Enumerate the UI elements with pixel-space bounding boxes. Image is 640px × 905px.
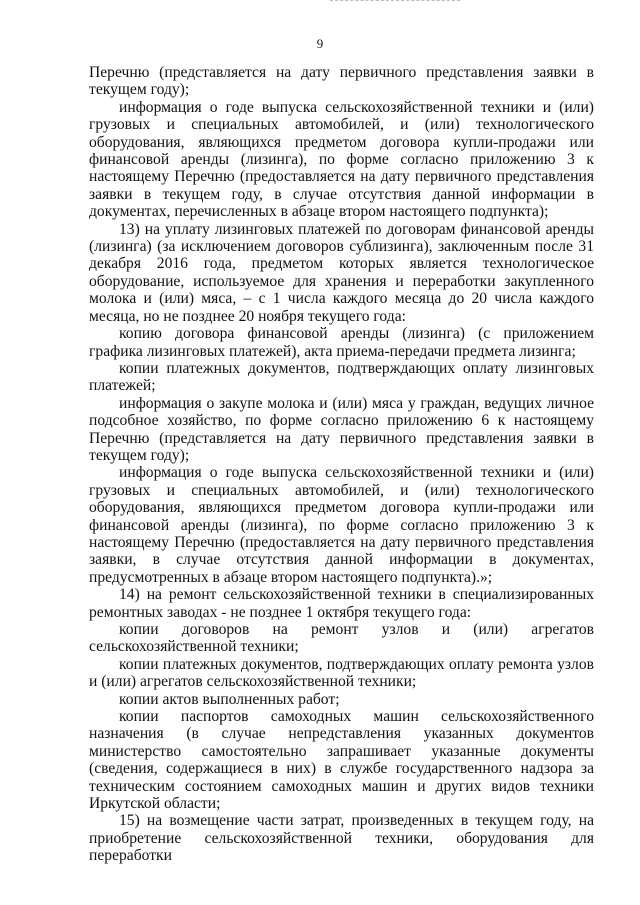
paragraph: информация о годе выпуска сельскохозяйственной техники и (или) грузовых и специальных автомобилей, и (или) технологического оборудования, являющихся предметом договора купли-продажи или финансовой аренды (лизинга), по форме согласно приложению 3 к настоящему Перечню (предоставляется на дату первичного представления заявки в текущем году, в случае отсутствия данной информации в документах, перечисленных в абзаце втором настоящего подпункта);	[89, 98, 594, 221]
paragraph: 13) на уплату лизинговых платежей по договорам финансовой аренды (лизинга) (за исключением договоров сублизинга), заключенным после 31 декабря 2016 года, предметом которых является технологическое оборудование, используемое для хранения и переработки закупленного молока и (или) мяса, – с 1 числа каждого месяца до 20 числа каждого месяца, но не позднее 20 ноября текущего года:	[89, 220, 594, 325]
paragraph: копии платежных документов, подтверждающих оплату лизинговых платежей;	[89, 359, 594, 395]
paragraph: копии договоров на ремонт узлов и (или) агрегатов сельскохозяйственной техники;	[89, 621, 594, 656]
page-number: 9	[316, 36, 324, 51]
top-edge-rule	[330, 0, 460, 3]
paragraph: копии актов выполненных работ;	[119, 690, 340, 708]
document-body	[89, 64, 594, 865]
paragraph: 15) на возмещение части затрат, произведенных в текущем году, на приобретение сельскохозяйственной техники, оборудования для переработки	[89, 812, 594, 865]
paragraph: Перечню (представляется на дату первичного представления заявки в текущем году);	[89, 64, 594, 99]
paragraph: копии паспортов самоходных машин сельскохозяйственного назначения (в случае непредставления указанных документов министерство самостоятельно запрашивает указанные документы (сведения, содержащиеся в них) в службе государственного надзора за техническим состоянием самоходных машин и других видов техники Иркутской области;	[89, 708, 594, 813]
paragraph: информация о годе выпуска сельскохозяйственной техники и (или) грузовых и специальных автомобилей, и (или) технологического оборудования, являющихся предметом договора купли-продажи или финансовой аренды (лизинга), по форме согласно приложению 3 к настоящему Перечню (предоставляется на дату первичного представления заявки, в случае отсутствия данной информации в документах, предусмотренных в абзаце втором настоящего подпункта).»;	[89, 464, 594, 586]
paragraph: копию договора финансовой аренды (лизинга) (с приложением графика лизинговых платежей), акта приема-передачи предмета лизинга;	[89, 325, 594, 360]
paragraph: 14) на ремонт сельскохозяйственной техники в специализированных ремонтных заводах - не позднее 1 октября текущего года:	[89, 586, 594, 621]
paragraph: информация о закупе молока и (или) мяса у граждан, ведущих личное подсобное хозяйство, по форме согласно приложению 6 к настоящему Перечню (представляется на дату первичного представления заявки в текущем году);	[89, 394, 594, 464]
paragraph: копии платежных документов, подтверждающих оплату ремонта узлов и (или) агрегатов сельскохозяйственной техники;	[89, 655, 594, 691]
